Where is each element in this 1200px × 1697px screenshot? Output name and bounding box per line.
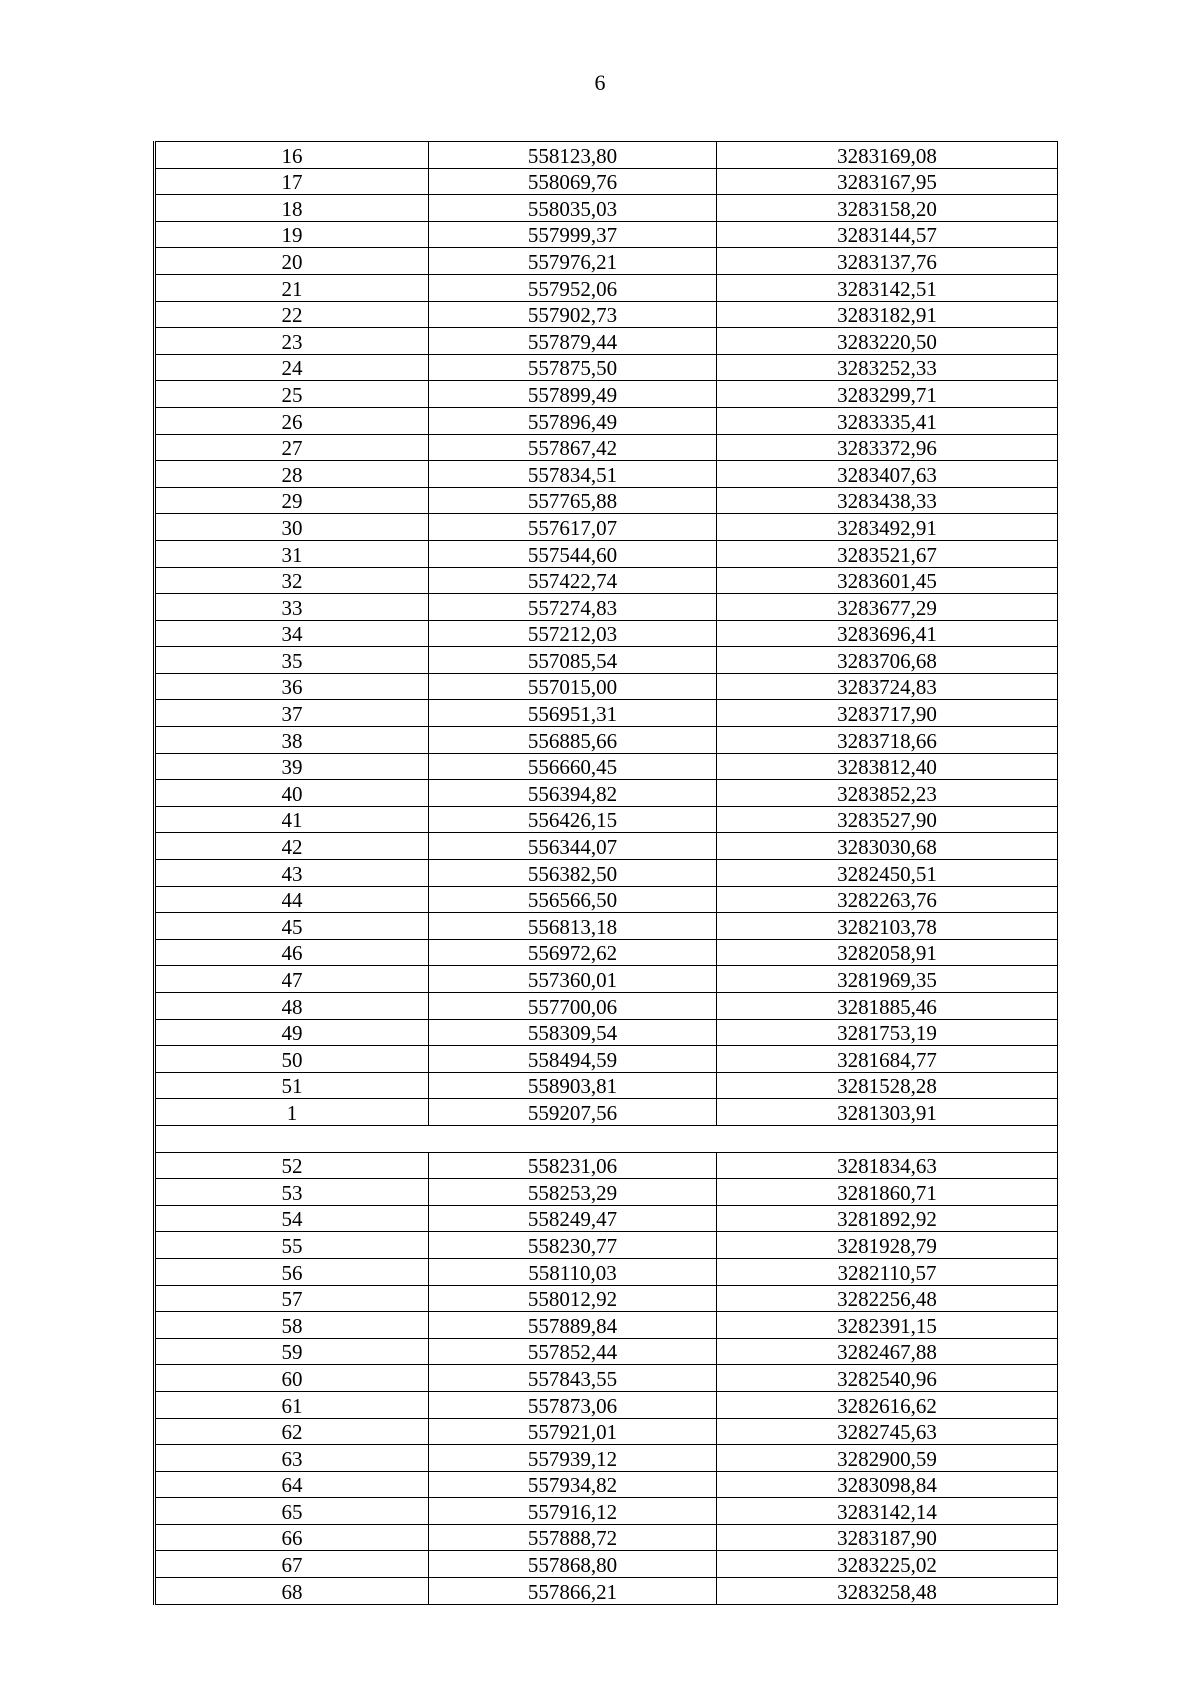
y-coordinate-cell: 3281684,77 [717,1046,1058,1073]
point-number-cell: 17 [155,168,429,195]
point-number-cell: 56 [155,1258,429,1285]
point-number-cell: 1 [155,1099,429,1126]
x-coordinate-cell: 557976,21 [429,248,717,275]
y-coordinate-cell: 3283407,63 [717,461,1058,488]
table-row [155,886,1058,913]
x-coordinate-cell: 556813,18 [429,913,717,940]
point-number-cell: 68 [155,1578,429,1605]
y-coordinate-cell: 3283527,90 [717,806,1058,833]
separator-cell [155,1125,1058,1152]
point-number-cell: 42 [155,833,429,860]
x-coordinate-cell: 558249,47 [429,1205,717,1232]
point-number-cell: 65 [155,1498,429,1525]
point-number-cell: 67 [155,1551,429,1578]
table-row [155,1019,1058,1046]
y-coordinate-cell: 3281860,71 [717,1179,1058,1206]
table-row [155,753,1058,780]
x-coordinate-cell: 558903,81 [429,1072,717,1099]
section-separator-row [155,1125,1058,1152]
y-coordinate-cell: 3283601,45 [717,567,1058,594]
x-coordinate-cell: 556394,82 [429,780,717,807]
y-coordinate-cell: 3283225,02 [717,1551,1058,1578]
x-coordinate-cell: 557899,49 [429,381,717,408]
point-number-cell: 31 [155,540,429,567]
table-row [155,1258,1058,1285]
y-coordinate-cell: 3281303,91 [717,1099,1058,1126]
y-coordinate-cell: 3283706,68 [717,647,1058,674]
page-number: 6 [594,70,606,95]
y-coordinate-cell: 3282540,96 [717,1365,1058,1392]
point-number-cell: 58 [155,1312,429,1339]
table-row [155,833,1058,860]
table-row [155,354,1058,381]
point-number-cell: 52 [155,1152,429,1179]
table-row [155,301,1058,328]
x-coordinate-cell: 557700,06 [429,993,717,1020]
y-coordinate-cell: 3283142,14 [717,1498,1058,1525]
x-coordinate-cell: 557939,12 [429,1445,717,1472]
y-coordinate-cell: 3282263,76 [717,886,1058,913]
point-number-cell: 46 [155,939,429,966]
table-row [155,1232,1058,1259]
x-coordinate-cell: 557015,00 [429,673,717,700]
y-coordinate-cell: 3283492,91 [717,514,1058,541]
table-row [155,1072,1058,1099]
x-coordinate-cell: 557889,84 [429,1312,717,1339]
y-coordinate-cell: 3283142,51 [717,274,1058,301]
table-row [155,780,1058,807]
point-number-cell: 39 [155,753,429,780]
table-row [155,434,1058,461]
table-row [155,620,1058,647]
x-coordinate-cell: 557952,06 [429,274,717,301]
table-row [155,1312,1058,1339]
x-coordinate-cell: 556382,50 [429,860,717,887]
x-coordinate-cell: 558035,03 [429,195,717,222]
point-number-cell: 30 [155,514,429,541]
point-number-cell: 33 [155,594,429,621]
x-coordinate-cell: 557916,12 [429,1498,717,1525]
table-row [155,195,1058,222]
x-coordinate-cell: 557902,73 [429,301,717,328]
point-number-cell: 54 [155,1205,429,1232]
x-coordinate-cell: 557212,03 [429,620,717,647]
table-row [155,1391,1058,1418]
y-coordinate-cell: 3282110,57 [717,1258,1058,1285]
point-number-cell: 41 [155,806,429,833]
table-row [155,727,1058,754]
y-coordinate-cell: 3282103,78 [717,913,1058,940]
y-coordinate-cell: 3283167,95 [717,168,1058,195]
x-coordinate-cell: 558069,76 [429,168,717,195]
table-row [155,1338,1058,1365]
point-number-cell: 57 [155,1285,429,1312]
point-number-cell: 64 [155,1471,429,1498]
y-coordinate-cell: 3283220,50 [717,328,1058,355]
point-number-cell: 45 [155,913,429,940]
x-coordinate-cell: 558494,59 [429,1046,717,1073]
table-row [155,514,1058,541]
table-row [155,407,1058,434]
table-row [155,168,1058,195]
x-coordinate-cell: 557852,44 [429,1338,717,1365]
y-coordinate-cell: 3283299,71 [717,381,1058,408]
y-coordinate-cell: 3281928,79 [717,1232,1058,1259]
y-coordinate-cell: 3282616,62 [717,1391,1058,1418]
table-row [155,647,1058,674]
point-number-cell: 23 [155,328,429,355]
y-coordinate-cell: 3281885,46 [717,993,1058,1020]
table-row [155,1152,1058,1179]
point-number-cell: 18 [155,195,429,222]
y-coordinate-cell: 3281834,63 [717,1152,1058,1179]
table-row [155,1046,1058,1073]
y-coordinate-cell: 3282900,59 [717,1445,1058,1472]
x-coordinate-cell: 558012,92 [429,1285,717,1312]
x-coordinate-cell: 556951,31 [429,700,717,727]
y-coordinate-cell: 3283852,23 [717,780,1058,807]
x-coordinate-cell: 558309,54 [429,1019,717,1046]
table-row [155,487,1058,514]
table-row [155,142,1058,169]
point-number-cell: 55 [155,1232,429,1259]
point-number-cell: 44 [155,886,429,913]
point-number-cell: 19 [155,221,429,248]
table-row [155,1445,1058,1472]
x-coordinate-cell: 557999,37 [429,221,717,248]
y-coordinate-cell: 3283182,91 [717,301,1058,328]
x-coordinate-cell: 557888,72 [429,1524,717,1551]
x-coordinate-cell: 557873,06 [429,1391,717,1418]
y-coordinate-cell: 3282450,51 [717,860,1058,887]
y-coordinate-cell: 3282256,48 [717,1285,1058,1312]
table-row [155,1365,1058,1392]
point-number-cell: 36 [155,673,429,700]
x-coordinate-cell: 559207,56 [429,1099,717,1126]
y-coordinate-cell: 3283144,57 [717,221,1058,248]
table-row [155,1099,1058,1126]
x-coordinate-cell: 557360,01 [429,966,717,993]
point-number-cell: 62 [155,1418,429,1445]
table-row [155,966,1058,993]
table-row [155,1578,1058,1605]
point-number-cell: 49 [155,1019,429,1046]
x-coordinate-cell: 558123,80 [429,142,717,169]
x-coordinate-cell: 556344,07 [429,833,717,860]
point-number-cell: 34 [155,620,429,647]
x-coordinate-cell: 557617,07 [429,514,717,541]
x-coordinate-cell: 557879,44 [429,328,717,355]
coordinates-table [153,141,1058,1605]
y-coordinate-cell: 3281969,35 [717,966,1058,993]
y-coordinate-cell: 3281528,28 [717,1072,1058,1099]
point-number-cell: 47 [155,966,429,993]
y-coordinate-cell: 3283812,40 [717,753,1058,780]
y-coordinate-cell: 3283372,96 [717,434,1058,461]
table-row [155,248,1058,275]
x-coordinate-cell: 558231,06 [429,1152,717,1179]
y-coordinate-cell: 3282467,88 [717,1338,1058,1365]
x-coordinate-cell: 557274,83 [429,594,717,621]
point-number-cell: 24 [155,354,429,381]
point-number-cell: 29 [155,487,429,514]
x-coordinate-cell: 557834,51 [429,461,717,488]
point-number-cell: 48 [155,993,429,1020]
table-row [155,1471,1058,1498]
point-number-cell: 66 [155,1524,429,1551]
table-row [155,1551,1058,1578]
y-coordinate-cell: 3283169,08 [717,142,1058,169]
y-coordinate-cell: 3283030,68 [717,833,1058,860]
point-number-cell: 63 [155,1445,429,1472]
y-coordinate-cell: 3283696,41 [717,620,1058,647]
x-coordinate-cell: 556566,50 [429,886,717,913]
table-row [155,328,1058,355]
y-coordinate-cell: 3283521,67 [717,540,1058,567]
y-coordinate-cell: 3283158,20 [717,195,1058,222]
point-number-cell: 38 [155,727,429,754]
table-row [155,1179,1058,1206]
x-coordinate-cell: 556972,62 [429,939,717,966]
x-coordinate-cell: 557866,21 [429,1578,717,1605]
point-number-cell: 32 [155,567,429,594]
x-coordinate-cell: 557875,50 [429,354,717,381]
y-coordinate-cell: 3283677,29 [717,594,1058,621]
table-row [155,1498,1058,1525]
x-coordinate-cell: 557934,82 [429,1471,717,1498]
table-row [155,993,1058,1020]
table-row [155,806,1058,833]
x-coordinate-cell: 556426,15 [429,806,717,833]
table-row [155,381,1058,408]
point-number-cell: 26 [155,407,429,434]
table-row [155,461,1058,488]
table-row [155,274,1058,301]
y-coordinate-cell: 3283252,33 [717,354,1058,381]
table-row [155,1418,1058,1445]
x-coordinate-cell: 558253,29 [429,1179,717,1206]
y-coordinate-cell: 3283717,90 [717,700,1058,727]
y-coordinate-cell: 3283718,66 [717,727,1058,754]
y-coordinate-cell: 3282058,91 [717,939,1058,966]
point-number-cell: 22 [155,301,429,328]
point-number-cell: 60 [155,1365,429,1392]
table-row [155,221,1058,248]
point-number-cell: 16 [155,142,429,169]
point-number-cell: 20 [155,248,429,275]
point-number-cell: 25 [155,381,429,408]
x-coordinate-cell: 557544,60 [429,540,717,567]
y-coordinate-cell: 3283438,33 [717,487,1058,514]
table-row [155,1205,1058,1232]
table-row [155,1524,1058,1551]
x-coordinate-cell: 557921,01 [429,1418,717,1445]
point-number-cell: 35 [155,647,429,674]
point-number-cell: 59 [155,1338,429,1365]
point-number-cell: 51 [155,1072,429,1099]
point-number-cell: 53 [155,1179,429,1206]
point-number-cell: 50 [155,1046,429,1073]
table-row [155,913,1058,940]
y-coordinate-cell: 3283187,90 [717,1524,1058,1551]
point-number-cell: 61 [155,1391,429,1418]
x-coordinate-cell: 557867,42 [429,434,717,461]
x-coordinate-cell: 557896,49 [429,407,717,434]
point-number-cell: 37 [155,700,429,727]
x-coordinate-cell: 558230,77 [429,1232,717,1259]
table-row [155,700,1058,727]
table-row [155,540,1058,567]
x-coordinate-cell: 556660,45 [429,753,717,780]
table-row [155,1285,1058,1312]
x-coordinate-cell: 557765,88 [429,487,717,514]
y-coordinate-cell: 3283335,41 [717,407,1058,434]
table-row [155,860,1058,887]
y-coordinate-cell: 3283098,84 [717,1471,1058,1498]
table-row [155,594,1058,621]
table-row [155,939,1058,966]
y-coordinate-cell: 3283724,83 [717,673,1058,700]
x-coordinate-cell: 556885,66 [429,727,717,754]
point-number-cell: 28 [155,461,429,488]
y-coordinate-cell: 3281892,92 [717,1205,1058,1232]
y-coordinate-cell: 3283258,48 [717,1578,1058,1605]
y-coordinate-cell: 3283137,76 [717,248,1058,275]
x-coordinate-cell: 557868,80 [429,1551,717,1578]
x-coordinate-cell: 557085,54 [429,647,717,674]
x-coordinate-cell: 558110,03 [429,1258,717,1285]
y-coordinate-cell: 3281753,19 [717,1019,1058,1046]
y-coordinate-cell: 3282745,63 [717,1418,1058,1445]
table-row [155,567,1058,594]
point-number-cell: 27 [155,434,429,461]
point-number-cell: 40 [155,780,429,807]
table-row [155,673,1058,700]
x-coordinate-cell: 557422,74 [429,567,717,594]
y-coordinate-cell: 3282391,15 [717,1312,1058,1339]
point-number-cell: 21 [155,274,429,301]
x-coordinate-cell: 557843,55 [429,1365,717,1392]
point-number-cell: 43 [155,860,429,887]
